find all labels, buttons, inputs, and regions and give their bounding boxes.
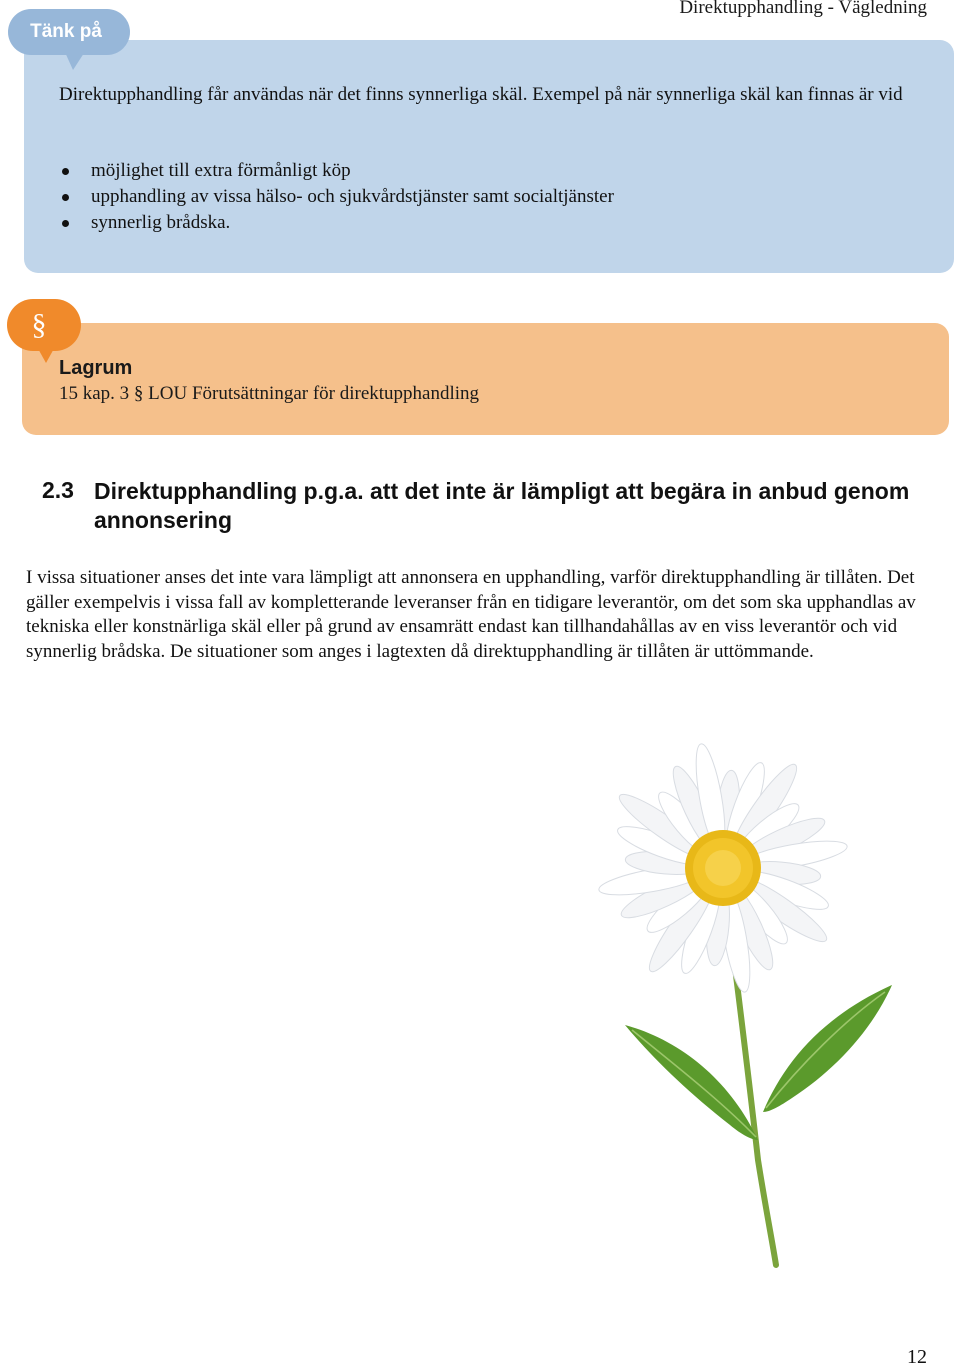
running-header: Direktupphandling - Vägledning bbox=[679, 0, 927, 18]
think-badge bbox=[8, 9, 130, 55]
law-box bbox=[22, 323, 949, 435]
think-badge-label: Tänk på bbox=[30, 21, 102, 42]
think-box bbox=[24, 40, 954, 273]
think-bullet-list bbox=[59, 158, 614, 236]
list-item: möjlighet till extra förmånligt köp bbox=[59, 158, 614, 184]
section-body-text: I vissa situationer anses det inte vara lämpligt att annonsera en upphandling, varför direktupphandling är tillåten. Det gäller exempelvis i vissa fall av kompletterande leveranser från en tidigare leverantör, om det som ska upphandlas av tekniska eller konstnärliga skäl eller på grund av ensamrätt endast kan tillhandahållas av en viss leverantör och vid synnerlig brådska. De situationer som anges i lagtexten då direktupphandling är tillåten är uttömmande. bbox=[26, 567, 916, 662]
page-number: 12 bbox=[907, 1346, 927, 1368]
paragraph-sign-icon bbox=[7, 299, 81, 351]
law-title: Lagrum bbox=[59, 357, 133, 379]
list-item: synnerlig brådska. bbox=[59, 210, 614, 236]
law-reference: 15 kap. 3 § LOU Förutsättningar för direktupphandling bbox=[59, 383, 480, 404]
daisy-flower-icon bbox=[580, 740, 920, 1270]
section-number: 2.3 bbox=[42, 477, 74, 503]
law-badge-symbol: § bbox=[31, 308, 47, 341]
list-item: upphandling av vissa hälso- och sjukvårdstjänster samt socialtjänster bbox=[59, 184, 614, 210]
section-title: Direktupphandling p.g.a. att det inte är lämpligt att begära in anbud genom annonsering bbox=[94, 478, 910, 533]
think-intro-text: Direktupphandling får användas när det finns synnerliga skäl. Exempel på när synnerliga skäl kan finnas är vid bbox=[59, 84, 903, 105]
